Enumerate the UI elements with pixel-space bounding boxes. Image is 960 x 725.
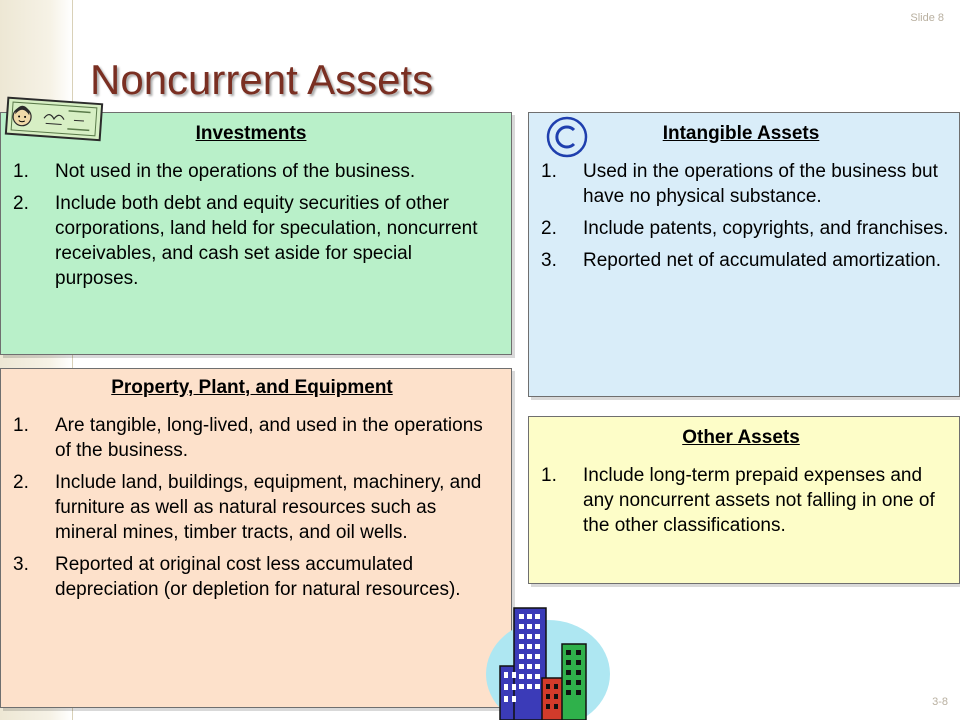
- list-item: [533, 248, 949, 273]
- list-item-text: Reported net of accumulated amortization.: [583, 250, 942, 271]
- list-item: [5, 413, 499, 463]
- list-item-text: Include both debt and equity securities of other corporations, land held for speculation, noncurrent receivables, and cash set aside for special purposes.: [55, 193, 478, 289]
- city-buildings-icon: [478, 606, 618, 725]
- list-item: [5, 470, 499, 545]
- list-item-text: Used in the operations of the business but have no physical substance.: [583, 161, 938, 207]
- investments-heading: Investments: [195, 123, 307, 144]
- property-plant-equipment-list: [5, 413, 499, 602]
- list-item-number: 2.: [13, 472, 29, 493]
- property-plant-equipment-box: [0, 368, 512, 708]
- property-plant-equipment-heading: Property, Plant, and Equipment: [111, 377, 393, 398]
- intangible-assets-list: [533, 159, 949, 273]
- list-item-text: Include long-term prepaid expenses and any noncurrent assets not falling in one of the other classifications.: [583, 465, 935, 536]
- list-item-number: 3.: [541, 250, 557, 271]
- slide-number-label: Slide 8: [910, 12, 944, 24]
- list-item-number: 1.: [13, 415, 29, 436]
- copyright-icon: [545, 115, 589, 164]
- list-item-text: Not used in the operations of the business.: [55, 161, 416, 182]
- investments-box: [0, 112, 512, 355]
- list-item-number: 1.: [13, 161, 29, 182]
- intangible-assets-box: [528, 112, 960, 397]
- list-item: [533, 159, 949, 209]
- list-item-number: 3.: [13, 554, 29, 575]
- footer-slide-number: 3-8: [932, 696, 948, 708]
- other-assets-heading: Other Assets: [682, 427, 800, 448]
- list-item-number: 1.: [541, 465, 557, 486]
- other-assets-list: [533, 463, 949, 538]
- list-item: [533, 463, 949, 538]
- list-item-text: Reported at original cost less accumulated depreciation (or depletion for natural resources).: [55, 554, 461, 600]
- dollar-bill-icon: [4, 95, 106, 148]
- list-item-number: 1.: [541, 161, 557, 182]
- list-item-number: 2.: [541, 218, 557, 239]
- list-item: [5, 159, 497, 184]
- list-item: [5, 552, 499, 602]
- intangible-assets-heading: Intangible Assets: [662, 123, 820, 144]
- list-item-text: Include land, buildings, equipment, machinery, and furniture as well as natural resources such as mineral mines, timber tracts, and oil wells.: [55, 472, 482, 543]
- investments-list: [5, 159, 497, 291]
- list-item-text: Include patents, copyrights, and franchises.: [583, 218, 949, 239]
- list-item-number: 2.: [13, 193, 29, 214]
- list-item-text: Are tangible, long-lived, and used in the operations of the business.: [55, 415, 483, 461]
- slide-title: Noncurrent Assets: [90, 56, 434, 103]
- other-assets-box: [528, 416, 960, 584]
- list-item: [5, 191, 497, 291]
- list-item: [533, 216, 949, 241]
